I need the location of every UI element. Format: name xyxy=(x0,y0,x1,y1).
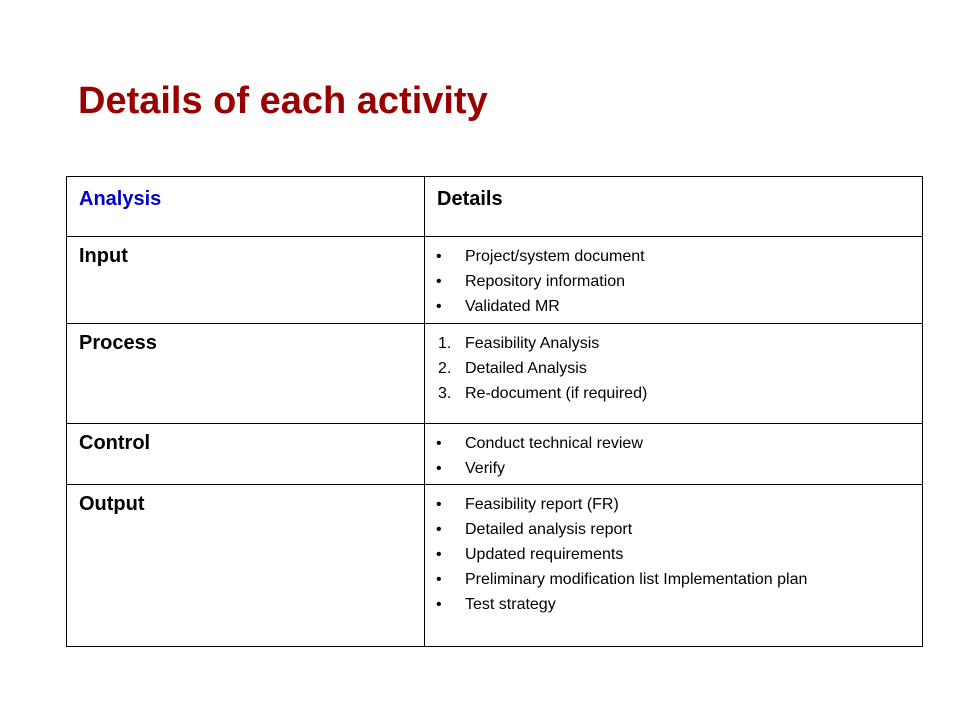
row-label-input: Input xyxy=(79,245,128,267)
slide-title: Details of each activity xyxy=(78,80,488,122)
list-item: • Updated requirements xyxy=(425,542,922,567)
item-number: 2. xyxy=(438,360,452,377)
list-item: • Validated MR xyxy=(425,294,922,319)
list-item: • Verify xyxy=(425,456,922,481)
table-row-output xyxy=(67,485,923,647)
list-item: 3. Re-document (if required) xyxy=(425,381,922,406)
row-label-control: Control xyxy=(79,432,151,454)
bullet-icon: • xyxy=(436,248,442,265)
bullet-icon: • xyxy=(436,460,442,477)
bullet-icon: • xyxy=(436,571,442,588)
details-table xyxy=(66,176,923,647)
row-label-output: Output xyxy=(79,493,145,515)
list-item: • Conduct technical review xyxy=(425,431,922,456)
bullet-icon: • xyxy=(436,435,442,452)
bullet-icon: • xyxy=(436,273,442,290)
header-analysis: Analysis xyxy=(67,177,425,237)
table-row-control xyxy=(67,424,923,485)
control-list xyxy=(425,424,922,481)
list-item: • Repository information xyxy=(425,269,922,294)
list-item: • Preliminary modification list Implementation plan xyxy=(425,567,922,592)
item-number: 1. xyxy=(438,335,452,352)
list-item: • Detailed analysis report xyxy=(425,517,922,542)
table-row-process xyxy=(67,324,923,424)
activity-details-table xyxy=(66,176,896,634)
list-item: 1. Feasibility Analysis xyxy=(425,331,922,356)
bullet-icon: • xyxy=(436,521,442,538)
row-label-process: Process xyxy=(79,332,157,354)
bullet-icon: • xyxy=(436,546,442,563)
list-item: • Feasibility report (FR) xyxy=(425,492,922,517)
list-item: 2. Detailed Analysis xyxy=(425,356,922,381)
list-item: • Test strategy xyxy=(425,592,922,617)
item-number: 3. xyxy=(438,385,452,402)
input-list xyxy=(425,237,922,319)
bullet-icon: • xyxy=(436,298,442,315)
bullet-icon: • xyxy=(436,496,442,513)
bullet-icon: • xyxy=(436,596,442,613)
output-list xyxy=(425,485,922,617)
list-item: • Project/system document xyxy=(425,244,922,269)
table-row-input xyxy=(67,237,923,324)
table-header-row xyxy=(67,177,923,237)
header-details: Details xyxy=(425,177,923,237)
process-list xyxy=(425,324,922,406)
